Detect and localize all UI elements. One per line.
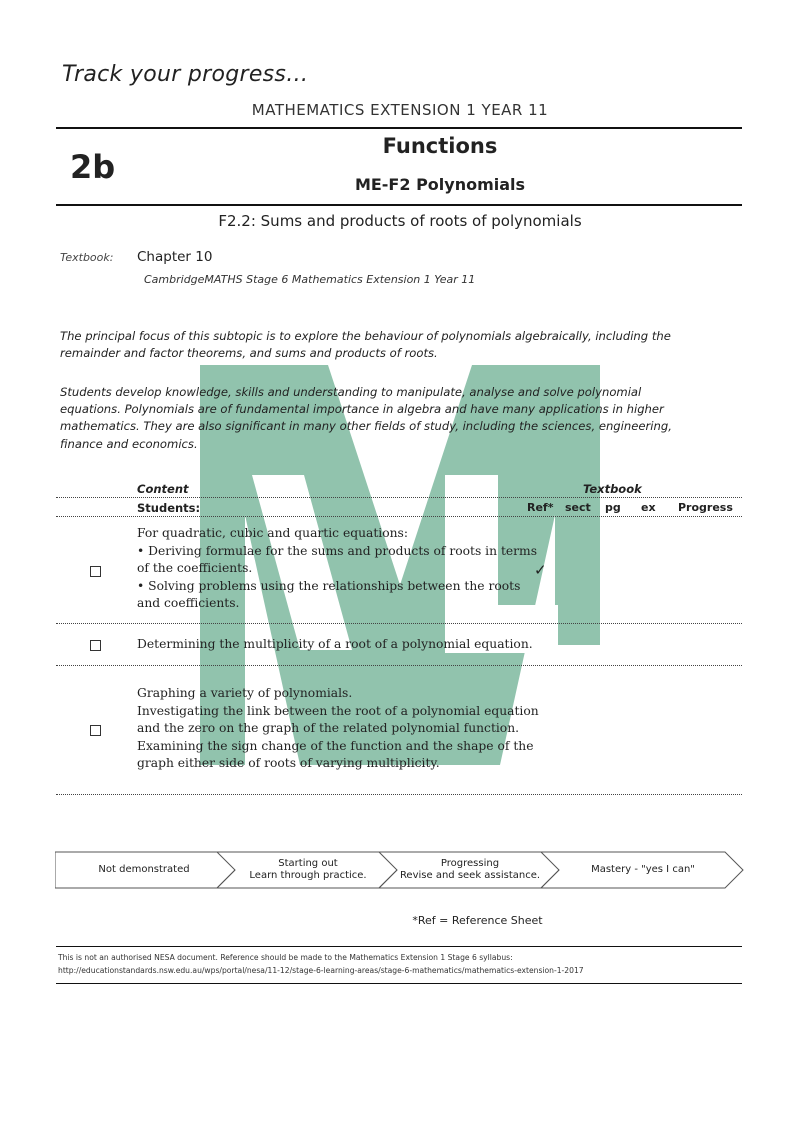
- stage-starting-out: [225, 851, 391, 889]
- track-your-progress-title: Track your progress…: [62, 62, 309, 87]
- column-ref: Ref*: [527, 501, 554, 514]
- footer-syllabus-link[interactable]: http://educationstandards.nsw.edu.au/wps/portal/nesa/11-12/stage-6-learning-areas/stage-6-mathematics/mathematics-extension-1-2017: [58, 966, 584, 975]
- stage-description: Revise and seek assistance.: [399, 870, 541, 881]
- stage-label: Not demonstrated: [98, 864, 190, 875]
- column-pg: pg: [605, 501, 621, 514]
- content-row-text: Determining the multiplicity of a root of a polynomial equation.: [137, 637, 533, 651]
- column-sect: sect: [565, 501, 591, 514]
- topic-title: Functions: [382, 134, 498, 158]
- table-header-rule: [56, 497, 742, 498]
- table-bottom-rule: [56, 794, 742, 795]
- row-divider: [56, 623, 742, 624]
- column-ex: ex: [641, 501, 656, 514]
- reference-sheet-tick: ✓: [534, 561, 547, 579]
- stage-mastery: [555, 851, 731, 889]
- students-paragraph-line: mathematics. They are also significant in many other fields of study, including the sciences, engineering,: [60, 419, 672, 433]
- students-paragraph-line: Students develop knowledge, skills and understanding to manipulate, analyse and solve polynomial: [60, 385, 642, 399]
- stage-not-demonstrated: [55, 851, 233, 889]
- footer-top-rule: [56, 946, 742, 947]
- reference-sheet-note: *Ref = Reference Sheet: [412, 914, 543, 927]
- header-bottom-rule: [56, 204, 742, 206]
- stage-label: Progressing: [440, 858, 500, 869]
- column-progress: Progress: [678, 501, 733, 514]
- course-title: MATHEMATICS EXTENSION 1 YEAR 11: [251, 101, 549, 119]
- content-heading: Content: [137, 482, 189, 496]
- textbook-name: CambridgeMATHS Stage 6 Mathematics Extension 1 Year 11: [144, 273, 476, 286]
- focus-paragraph-line: remainder and factor theorems, and sums and products of roots.: [60, 346, 438, 360]
- footer-bottom-rule: [56, 983, 742, 984]
- progress-scale: [55, 851, 745, 889]
- students-heading: Students:: [137, 501, 201, 515]
- focus-paragraph-line: The principal focus of this subtopic is to explore the behaviour of polynomials algebraically, including the: [60, 329, 671, 343]
- students-paragraph-line: equations. Polynomials are of fundamental importance in algebra and have many applications in higher: [60, 402, 664, 416]
- stage-label: Starting out: [278, 858, 338, 869]
- focus-title: F2.2: Sums and products of roots of polynomials: [218, 212, 582, 230]
- textbook-chapter: Chapter 10: [137, 249, 213, 265]
- stage-progressing: [387, 851, 553, 889]
- footer-disclaimer: This is not an authorised NESA document. Reference should be made to the Mathematics Extension 1 Stage 6 syllabus:: [58, 953, 513, 962]
- table-header-bottom-rule: [56, 516, 742, 517]
- textbook-heading: Textbook: [583, 482, 642, 496]
- content-row-text: Graphing a variety of polynomials. Investigating the link between the root of a polynomial equation and the zero on the graph of the related polynomial function. Examining the sign change of the function and the shape of the graph either side of roots of varying multiplicity.: [137, 686, 539, 770]
- row-checkbox[interactable]: [90, 566, 101, 577]
- row-divider: [56, 665, 742, 666]
- students-paragraph-line: finance and economics.: [60, 437, 198, 451]
- row-checkbox[interactable]: [90, 640, 101, 651]
- subtopic-title: ME-F2 Polynomials: [354, 175, 526, 194]
- row-checkbox[interactable]: [90, 725, 101, 736]
- header-top-rule: [56, 127, 742, 129]
- textbook-label: Textbook:: [60, 251, 114, 264]
- content-row-text: For quadratic, cubic and quartic equations: • Deriving formulae for the sums and products of roots in terms of the coefficients. • Solving problems using the relationships between the roots and coefficients.: [137, 526, 538, 610]
- topic-code: 2b: [70, 148, 116, 186]
- stage-label: Mastery - "yes I can": [591, 864, 695, 875]
- stage-description: Learn through practice.: [249, 870, 367, 881]
